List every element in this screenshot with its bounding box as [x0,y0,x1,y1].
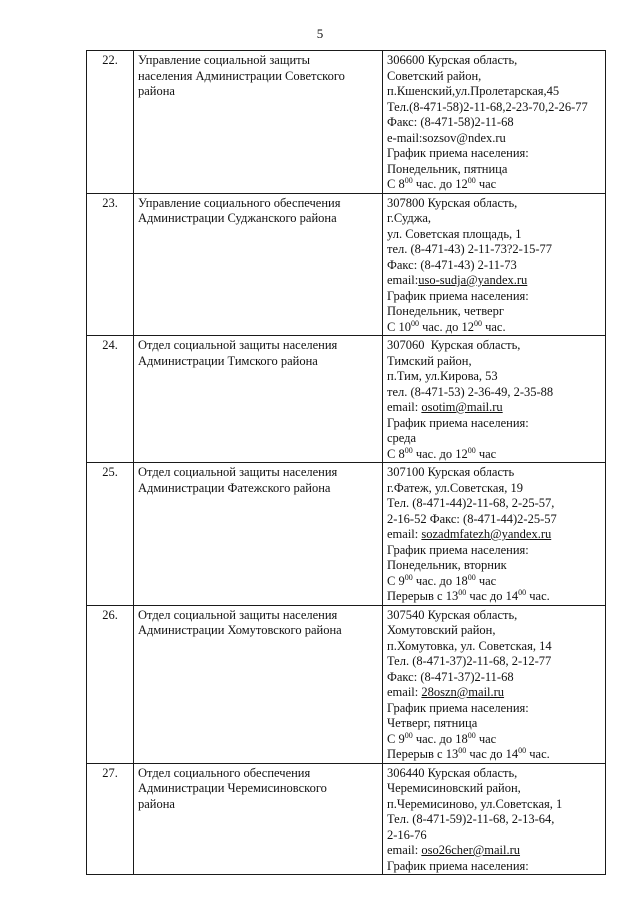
schedule-text: час. до 12 [422,319,474,334]
email-line [387,400,601,416]
schedule-text: С 9 [387,573,405,588]
row-number: 24. [87,336,134,463]
schedule-hours-line [387,177,601,193]
email-link[interactable]: uso-sudja@yandex.ru [418,273,528,287]
table-row [87,605,606,763]
minutes-superscript: 00 [467,572,476,582]
email-label: email: [387,273,419,287]
email-link[interactable]: sozadmfatezh@yandex.ru [421,527,552,541]
schedule-text: час [478,573,497,588]
minutes-superscript: 00 [410,318,419,328]
schedule-text: час до 14 [469,747,519,761]
schedule-text: час. до 18 [415,731,468,746]
contact-line: Факс: (8-471-37)2-11-68 [387,669,514,684]
social-protection-offices-table [86,50,606,875]
schedule-text: С 8 [387,177,405,191]
minutes-superscript: 00 [467,445,476,455]
minutes-superscript: 00 [404,175,413,185]
schedule-text: С 8 [387,446,405,461]
email-link[interactable]: osotim@mail.ru [421,400,503,414]
contact-details [383,336,606,463]
organization-name-line: Администрации Тимского района [138,353,318,368]
contact-line: ул. Советская площадь, 1 [387,226,522,241]
contact-line: График приема населения: [387,542,529,557]
email-link[interactable]: 28oszn@mail.ru [421,685,505,699]
contact-line: Черемисиновский район, [387,781,521,795]
contact-line: г.Фатеж, ул.Советская, 19 [387,480,523,495]
contact-line: Тел. (8-471-44)2-11-68, 2-25-57, [387,496,555,510]
schedule-text: час до 14 [469,589,519,603]
schedule-text: Перерыв с 13 [387,747,459,761]
contact-line: График приема населения: [387,288,529,303]
schedule-text: час [478,446,497,461]
row-number: 22. [87,51,134,194]
contact-line: График приема населения: [387,415,529,430]
organization-name [134,605,383,763]
minutes-superscript: 00 [518,587,527,597]
contact-line: 306600 Курская область, [387,53,518,67]
schedule-hours-line [387,732,601,748]
email-label: email: [387,685,422,699]
contact-details [383,193,606,336]
table-row [87,51,606,194]
row-number: 23. [87,193,134,336]
contact-line: п.Хомутовка, ул. Советская, 14 [387,638,552,653]
minutes-superscript: 00 [518,745,527,755]
contact-details [383,463,606,606]
email-label: email: [387,527,422,541]
schedule-text: час. [529,747,550,761]
minutes-superscript: 00 [404,730,413,740]
email-label: email: [387,400,422,414]
schedule-text: С 9 [387,731,405,746]
email-line [387,685,601,701]
contact-line: Тимский район, [387,353,472,368]
email-line [387,527,601,543]
schedule-text: С 10 [387,319,411,334]
email-label: email: [387,843,422,857]
contact-line: Советский район, [387,68,482,83]
contact-line: среда [387,431,417,445]
contact-line: Понедельник, вторник [387,558,507,572]
row-number: 26. [87,605,134,763]
organization-name [134,193,383,336]
organization-name [134,763,383,875]
contact-line: Хомутовский район, [387,623,496,637]
contact-line: п.Черемисиново, ул.Советская, 1 [387,796,563,811]
contact-line: тел. (8-471-43) 2-11-73?2-15-77 [387,242,553,256]
contact-line: п.Кшенский,ул.Пролетарская,45 [387,84,560,98]
organization-name-line: Отдел социального обеспечения [138,765,311,780]
contact-details [383,51,606,194]
schedule-text: час. до 12 [415,177,468,191]
email-link[interactable]: oso26cher@mail.ru [421,843,521,857]
schedule-hours-line [387,589,601,605]
organization-name [134,51,383,194]
contact-line: тел. (8-471-53) 2-36-49, 2-35-88 [387,384,554,399]
page-number: 5 [316,26,324,41]
contact-line: Тел. (8-471-37)2-11-68, 2-12-77 [387,654,552,668]
contact-line: Факс: (8-471-43) 2-11-73 [387,257,517,272]
organization-name-line: района [138,84,175,98]
contact-line: Тел.(8-471-58)2-11-68,2-23-70,2-26-77 [387,99,588,114]
schedule-text: час. до 12 [415,446,468,461]
minutes-superscript: 00 [404,445,413,455]
contact-line: 2-16-52 Факс: (8-471-44)2-25-57 [387,511,557,526]
contact-details [383,605,606,763]
schedule-text: час. [485,319,506,334]
organization-name [134,336,383,463]
minutes-superscript: 00 [467,175,476,185]
contact-line: Четверг, пятница [387,716,478,730]
organization-name [134,463,383,606]
schedule-text: Перерыв с 13 [387,589,459,603]
organization-name-line: Администрации Суджанского района [138,211,337,225]
contact-line: 307100 Курская область [387,465,515,479]
schedule-hours-line [387,320,601,336]
schedule-hours-line [387,447,601,463]
table-body [87,51,606,875]
contact-line: Понедельник, четверг [387,304,504,318]
email-line [387,273,601,289]
table-row [87,763,606,875]
organization-name-line: Управление социальной защиты [138,53,311,67]
minutes-superscript: 00 [404,572,413,582]
organization-name-line: Отдел социальной защиты населения [138,465,338,479]
contact-line: График приема населения: [387,146,529,160]
schedule-text: час. до 18 [415,573,468,588]
organization-name-line: Отдел социальной защиты населения [138,338,338,352]
schedule-text: час [478,731,497,746]
contact-line: п.Тим, ул.Кирова, 53 [387,369,498,383]
minutes-superscript: 00 [458,587,467,597]
contact-line: График приема населения: [387,700,529,715]
contact-line: 307800 Курская область, [387,195,518,210]
contact-details [383,763,606,875]
schedule-hours-line [387,747,601,763]
minutes-superscript: 00 [473,318,482,328]
contact-line: г.Суджа, [387,211,432,225]
table-row [87,193,606,336]
schedule-text: час [478,177,497,191]
contact-line: График приема населения: [387,858,529,873]
organization-name-line: Администрации Хомутовского района [138,623,342,637]
contact-line: 2-16-76 [387,827,427,842]
contact-line: Факс: (8-471-58)2-11-68 [387,115,514,129]
email-line [387,843,601,859]
contact-line: 306440 Курская область, [387,765,518,780]
table-row [87,336,606,463]
contact-line: 307060 Курская область, [387,338,521,352]
minutes-superscript: 00 [458,745,467,755]
organization-name-line: населения Администрации Советского [138,68,345,83]
schedule-text: час. [529,589,550,603]
schedule-hours-line [387,574,601,590]
contact-line: Понедельник, пятница [387,161,508,176]
organization-name-line: Управление социального обеспечения [138,195,341,210]
organization-name-line: района [138,796,175,811]
minutes-superscript: 00 [467,730,476,740]
table-row [87,463,606,606]
row-number: 25. [87,463,134,606]
contact-line: 307540 Курская область, [387,607,518,622]
contact-line: Тел. (8-471-59)2-11-68, 2-13-64, [387,812,555,826]
organization-name-line: Отдел социальной защиты населения [138,607,338,622]
contact-line: e-mail:sozsov@ndex.ru [387,130,506,145]
organization-name-line: Администрации Фатежского района [138,480,331,495]
organization-name-line: Администрации Черемисиновского [138,781,327,795]
row-number: 27. [87,763,134,875]
